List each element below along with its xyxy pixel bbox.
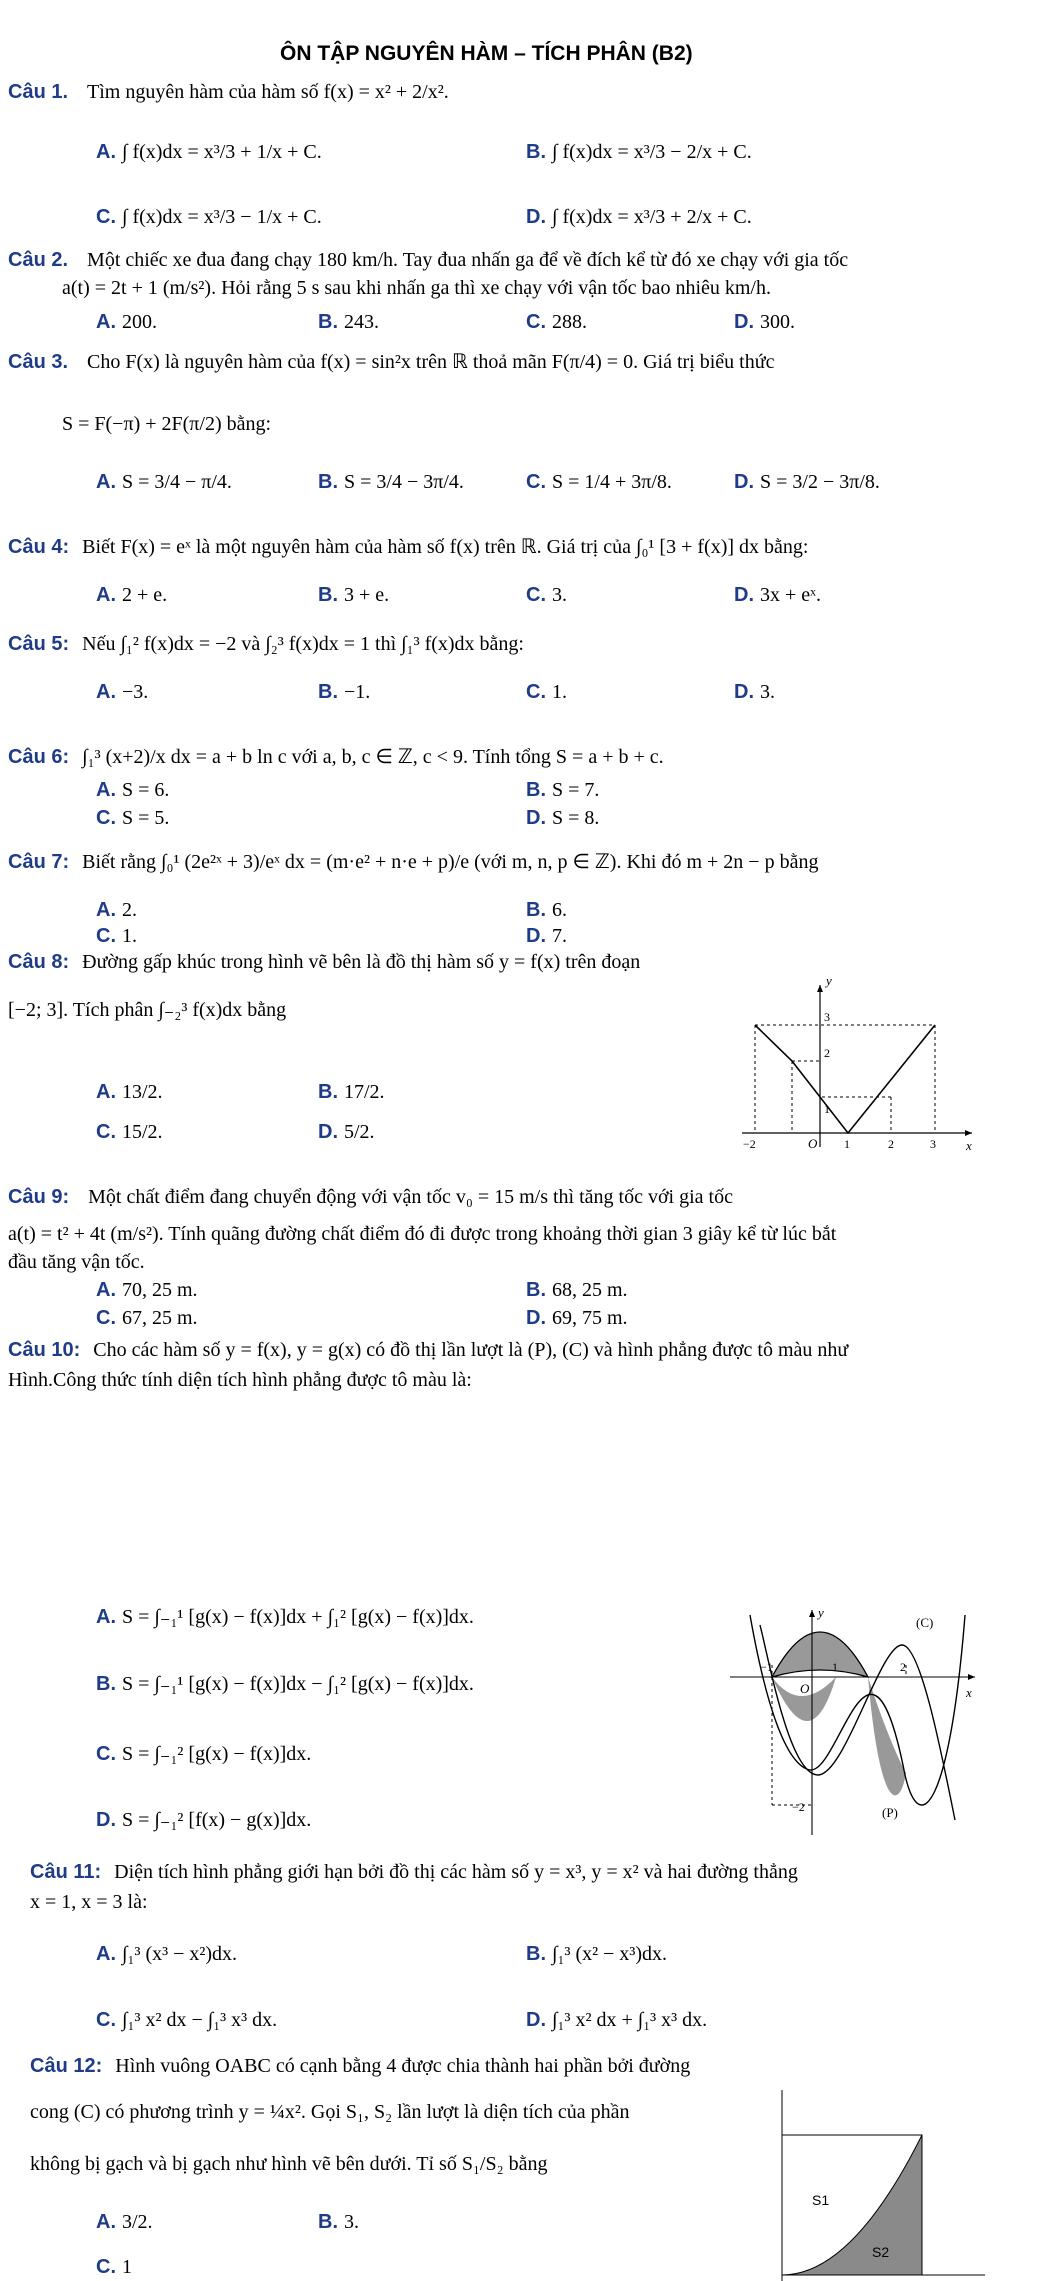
question-2 [8, 248, 848, 272]
tick-label: −2 [792, 1800, 805, 1814]
q6-option-b[interactable] [526, 778, 599, 802]
option-text: 3/2. [122, 2211, 153, 2233]
q10-option-d[interactable] [96, 1808, 311, 1832]
option-letter: D. [526, 1307, 546, 1329]
option-letter: A. [96, 1943, 116, 1965]
xtick-label: 2 [888, 1137, 894, 1150]
q5-option-a[interactable] [96, 680, 148, 704]
option-letter: C. [96, 807, 116, 829]
option-letter: B. [526, 141, 546, 163]
q10-graph [730, 1605, 980, 1840]
question-label: Câu 3. [8, 351, 69, 373]
question-text: Tìm nguyên hàm của hàm số f(x) = x² + 2/x². [87, 81, 449, 103]
question-4 [8, 535, 808, 559]
option-text: S = ∫₋₁¹ [g(x) − f(x)]dx − ∫₁² [g(x) − f(x)]dx. [122, 1673, 474, 1695]
option-text: 5/2. [344, 1121, 375, 1143]
option-text: 1 [122, 2256, 132, 2278]
q8-option-b[interactable] [318, 1080, 385, 1104]
option-text: 3x + eˣ. [760, 584, 821, 606]
option-text: 7. [552, 925, 567, 947]
s2-label: S2 [872, 2244, 890, 2260]
option-text: 2 + e. [122, 584, 168, 606]
option-letter: C. [96, 1121, 116, 1143]
q1-option-a[interactable] [96, 140, 322, 164]
option-text: 3. [760, 681, 775, 703]
ytick-label: 3 [824, 1010, 830, 1024]
option-text: 200. [122, 311, 157, 333]
q6-option-d[interactable] [526, 806, 599, 830]
option-text: ∫₁³ x² dx − ∫₁³ x³ dx. [122, 2009, 278, 2031]
question-text-3: không bị gạch và bị gạch như hình vẽ bên dưới. Tỉ số S₁/S₂ bằng [30, 2153, 548, 2175]
y-label: y [826, 975, 832, 988]
option-letter: A. [96, 311, 116, 333]
option-letter: C. [96, 2009, 116, 2031]
q4-option-c[interactable] [526, 583, 567, 607]
option-letter: D. [734, 584, 754, 606]
option-text: 1. [122, 925, 137, 947]
q11-option-b[interactable] [526, 1942, 667, 1966]
option-letter: B. [318, 584, 338, 606]
question-text: Đường gấp khúc trong hình vẽ bên là đồ thị hàm số y = f(x) trên đoạn [82, 951, 641, 973]
question-label: Câu 7: [8, 851, 70, 873]
option-text: 68, 25 m. [552, 1279, 628, 1301]
question-9 [8, 1185, 733, 1209]
q11-option-d[interactable] [526, 2008, 707, 2032]
q8-option-a[interactable] [96, 1080, 163, 1104]
option-text: 17/2. [344, 1081, 385, 1103]
q8-graph [740, 975, 975, 1150]
option-text: 3. [344, 2211, 359, 2233]
option-letter: C. [526, 311, 546, 333]
option-letter: B. [526, 1943, 546, 1965]
question-6 [8, 745, 664, 769]
option-letter: C. [526, 681, 546, 703]
q1-option-d[interactable] [526, 205, 752, 229]
option-letter: A. [96, 899, 116, 921]
option-text: ∫ f(x)dx = x³/3 − 1/x + C. [122, 206, 322, 228]
option-letter: B. [318, 311, 338, 333]
option-letter: D. [526, 807, 546, 829]
option-text: S = 7. [552, 779, 600, 801]
question-label: Câu 2. [8, 249, 69, 271]
option-letter: D. [734, 471, 754, 493]
y-axis-arrow [809, 1610, 815, 1617]
option-text: ∫ f(x)dx = x³/3 − 2/x + C. [552, 141, 752, 163]
q6-option-a[interactable] [96, 778, 169, 802]
q2-option-c[interactable] [526, 310, 587, 334]
curve-c [750, 1615, 965, 1805]
option-letter: D. [526, 2009, 546, 2031]
option-text: 243. [344, 311, 379, 333]
option-letter: D. [526, 925, 546, 947]
option-letter: C. [96, 925, 116, 947]
question-text-2: cong (C) có phương trình y = ¼x². Gọi S₁, S₂ lần lượt là diện tích của phần [30, 2101, 630, 2123]
option-text: −1. [344, 681, 371, 703]
q9-option-a[interactable] [96, 1278, 198, 1302]
option-text: 67, 25 m. [122, 1307, 198, 1329]
question-text-2: a(t) = 2t + 1 (m/s²). Hỏi rằng 5 s sau khi nhấn ga thì xe chạy với vận tốc bao nhiêu km/h. [62, 277, 771, 299]
option-text: S = 8. [552, 807, 600, 829]
option-letter: A. [96, 1081, 116, 1103]
option-text: 15/2. [122, 1121, 163, 1143]
q3-option-b[interactable] [318, 470, 464, 494]
q11-option-a[interactable] [96, 1942, 237, 1966]
x-label: x [966, 1685, 972, 1700]
q7-option-b[interactable] [526, 898, 567, 922]
option-letter: A. [96, 779, 116, 801]
q10-option-c[interactable] [96, 1742, 311, 1766]
option-letter: D. [526, 206, 546, 228]
option-letter: C. [526, 584, 546, 606]
curve-c-label: (C) [916, 1615, 934, 1630]
q3-option-a[interactable] [96, 470, 232, 494]
option-text: S = ∫₋₁² [f(x) − g(x)]dx. [122, 1809, 312, 1831]
option-letter: A. [96, 471, 116, 493]
ytick-label: 1 [824, 1102, 830, 1116]
question-label: Câu 6: [8, 746, 70, 768]
q4-option-d[interactable] [734, 583, 821, 607]
option-text: S = 3/4 − 3π/4. [344, 471, 464, 493]
question-label: Câu 8: [8, 951, 70, 973]
q10-option-a[interactable] [96, 1605, 474, 1629]
question-text: ∫₁³ (x+2)/x dx = a + b ln c với a, b, c ∈ ℤ, c < 9. Tính tổng S = a + b + c. [82, 746, 664, 768]
option-text: 69, 75 m. [552, 1307, 628, 1329]
q7-option-d[interactable] [526, 924, 567, 948]
option-letter: A. [96, 681, 116, 703]
question-label: Câu 4: [8, 536, 70, 558]
option-letter: C. [96, 2256, 116, 2278]
option-letter: D. [734, 681, 754, 703]
curve-p-label: (P) [882, 1805, 898, 1820]
option-text: 1. [552, 681, 567, 703]
option-letter: B. [526, 779, 546, 801]
option-text: S = ∫₋₁¹ [g(x) − f(x)]dx + ∫₁² [g(x) − f(x)]dx. [122, 1606, 474, 1628]
question-text: Biết F(x) = eˣ là một nguyên hàm của hàm số f(x) trên ℝ. Giá trị của ∫₀¹ [3 + f(x)] dx bằng: [82, 536, 809, 558]
option-letter: B. [318, 681, 338, 703]
xtick-label: −2 [743, 1137, 756, 1150]
question-8 [8, 950, 640, 974]
q2-option-d[interactable] [734, 310, 795, 334]
origin-label: O [800, 1681, 810, 1696]
q8-option-c[interactable] [96, 1120, 163, 1144]
q12-graph [760, 2085, 990, 2281]
question-5 [8, 632, 524, 656]
option-text: ∫₁³ (x² − x³)dx. [552, 1943, 668, 1965]
question-label: Câu 12: [30, 2055, 103, 2077]
option-letter: C. [96, 206, 116, 228]
hatched-region-s2 [782, 2135, 922, 2275]
question-text: Cho F(x) là nguyên hàm của f(x) = sin²x trên ℝ thoả mãn F(π/4) = 0. Giá trị biểu thức [87, 351, 775, 373]
option-text: 300. [760, 311, 795, 333]
q3-option-d[interactable] [734, 470, 880, 494]
option-text: 6. [552, 899, 567, 921]
q12-option-a[interactable] [96, 2210, 153, 2234]
option-text: 3 + e. [344, 584, 390, 606]
xtick-label: 3 [930, 1137, 936, 1150]
option-text: 2. [122, 899, 137, 921]
option-letter: C. [526, 471, 546, 493]
tick-label: 1 [832, 1660, 838, 1674]
q5-option-c[interactable] [526, 680, 567, 704]
option-text: −3. [122, 681, 149, 703]
option-text: S = 6. [122, 779, 170, 801]
question-text: Cho các hàm số y = f(x), y = g(x) có đồ thị lần lượt là (P), (C) và hình phẳng được tô màu như [93, 1339, 849, 1361]
q8-option-d[interactable] [318, 1120, 375, 1144]
page-title: ÔN TẬP NGUYÊN HÀM – TÍCH PHÂN (B2) [280, 42, 693, 65]
option-text: 70, 25 m. [122, 1279, 198, 1301]
shaded-region-top [772, 1632, 868, 1677]
q6-option-c[interactable] [96, 806, 169, 830]
question-text: Hình vuông OABC có cạnh bằng 4 được chia thành hai phần bởi đường [115, 2055, 691, 2077]
option-text: S = 1/4 + 3π/8. [552, 471, 672, 493]
option-letter: B. [318, 1081, 338, 1103]
q9-option-b[interactable] [526, 1278, 628, 1302]
option-letter: A. [96, 1279, 116, 1301]
option-text: S = 3/2 − 3π/8. [760, 471, 880, 493]
q5-option-b[interactable] [318, 680, 370, 704]
question-7 [8, 850, 818, 874]
x-axis-arrow [965, 1130, 972, 1136]
q11-option-c[interactable] [96, 2008, 277, 2032]
q5-option-d[interactable] [734, 680, 775, 704]
option-letter: B. [526, 899, 546, 921]
option-text: ∫₁³ (x³ − x²)dx. [122, 1943, 238, 1965]
q2-option-b[interactable] [318, 310, 379, 334]
q3-option-c[interactable] [526, 470, 672, 494]
q2-option-a[interactable] [96, 310, 157, 334]
question-label: Câu 5: [8, 633, 70, 655]
y-label: y [818, 1605, 824, 1620]
q1-option-c[interactable] [96, 205, 322, 229]
question-11 [30, 1860, 798, 1884]
option-text: 13/2. [122, 1081, 163, 1103]
y-axis-arrow [817, 985, 823, 992]
q10-option-b[interactable] [96, 1672, 474, 1696]
polyline-graph [755, 1025, 935, 1133]
question-text: Biết rằng ∫₀¹ (2e²ˣ + 3)/eˣ dx = (m·e² + n·e + p)/e (với m, n, p ∈ ℤ). Khi đó m + 2n − p bằng [82, 851, 819, 873]
question-text-2: [−2; 3]. Tích phân ∫₋₂³ f(x)dx bằng [8, 999, 287, 1021]
option-text: S = ∫₋₁² [g(x) − f(x)]dx. [122, 1743, 312, 1765]
question-text: Một chiếc xe đua đang chạy 180 km/h. Tay đua nhấn ga để về đích kể từ đó xe chạy với gia tốc [87, 249, 849, 271]
tick-label: 2 [900, 1660, 906, 1674]
q9-option-c[interactable] [96, 1306, 198, 1330]
question-text-2: S = F(−π) + 2F(π/2) bằng: [62, 413, 272, 435]
question-label: Câu 10: [8, 1339, 81, 1361]
question-text-2: a(t) = t² + 4t (m/s²). Tính quãng đường chất điểm đó đi được trong khoảng thời gian 3 giây kể từ lúc bắt [8, 1223, 837, 1245]
s1-label: S1 [812, 2192, 830, 2208]
q9-option-d[interactable] [526, 1306, 628, 1330]
option-letter: A. [96, 584, 116, 606]
q7-option-a[interactable] [96, 898, 137, 922]
option-text: S = 5. [122, 807, 170, 829]
option-letter: B. [526, 1279, 546, 1301]
x-axis-arrow [968, 1674, 975, 1680]
q1-option-b[interactable] [526, 140, 752, 164]
q4-option-b[interactable] [318, 583, 389, 607]
option-letter: B. [318, 471, 338, 493]
option-letter: B. [318, 2211, 338, 2233]
q12-option-c[interactable] [96, 2255, 132, 2279]
q7-option-c[interactable] [96, 924, 137, 948]
option-letter: A. [96, 2211, 116, 2233]
question-label: Câu 1. [8, 81, 69, 103]
option-text: S = 3/4 − π/4. [122, 471, 232, 493]
option-letter: A. [96, 141, 116, 163]
option-letter: A. [96, 1606, 116, 1628]
option-text: 288. [552, 311, 587, 333]
question-text-2: Hình.Công thức tính diện tích hình phẳng được tô màu là: [8, 1369, 472, 1391]
question-12 [30, 2054, 690, 2078]
question-label: Câu 9: [8, 1186, 70, 1208]
option-text: 3. [552, 584, 567, 606]
ytick-label: 2 [824, 1046, 830, 1060]
option-text: ∫₁³ x² dx + ∫₁³ x³ dx. [552, 2009, 708, 2031]
xtick-label: 1 [844, 1137, 850, 1150]
option-letter: C. [96, 1307, 116, 1329]
question-1 [8, 80, 449, 104]
question-10 [8, 1338, 848, 1362]
question-text-3: đầu tăng vận tốc. [8, 1251, 145, 1273]
option-letter: B. [96, 1673, 116, 1695]
question-3 [8, 350, 774, 374]
q4-option-a[interactable] [96, 583, 167, 607]
q12-option-b[interactable] [318, 2210, 359, 2234]
question-text: Một chất điểm đang chuyển động với vận tốc v₀ = 15 m/s thì tăng tốc với gia tốc [88, 1186, 733, 1208]
question-text: Nếu ∫₁² f(x)dx = −2 và ∫₂³ f(x)dx = 1 thì ∫₁³ f(x)dx bằng: [82, 633, 524, 655]
tick-label: −1 [760, 1660, 773, 1674]
option-text: ∫ f(x)dx = x³/3 + 1/x + C. [122, 141, 322, 163]
option-letter: D. [318, 1121, 338, 1143]
question-text-2: x = 1, x = 3 là: [30, 1891, 148, 1913]
option-letter: D. [734, 311, 754, 333]
question-text: Diện tích hình phẳng giới hạn bởi đồ thị các hàm số y = x³, y = x² và hai đường thẳng [114, 1861, 798, 1883]
x-label: x [966, 1138, 972, 1150]
option-letter: D. [96, 1809, 116, 1831]
origin-label: O [808, 1136, 818, 1150]
option-letter: C. [96, 1743, 116, 1765]
question-label: Câu 11: [30, 1861, 102, 1883]
option-text: ∫ f(x)dx = x³/3 + 2/x + C. [552, 206, 752, 228]
